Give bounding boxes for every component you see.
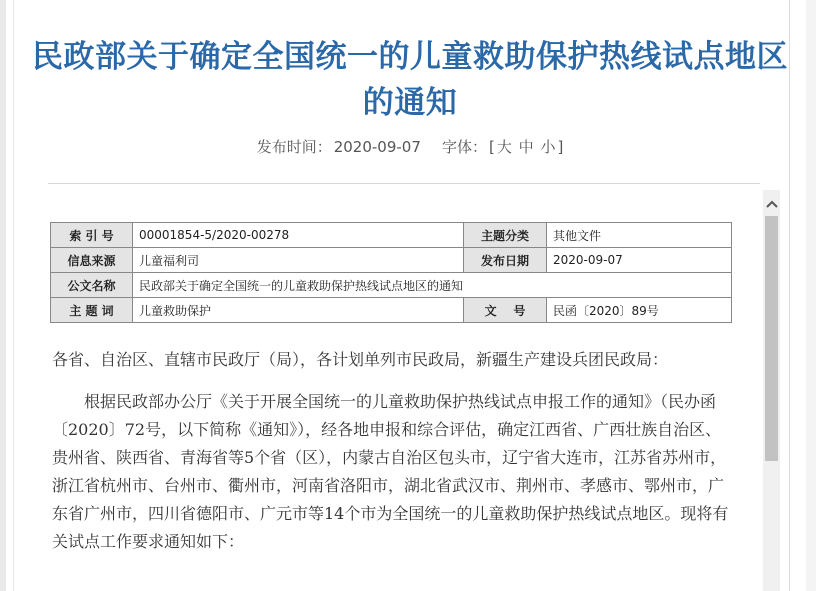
- category-label: 主题分类: [464, 223, 547, 248]
- font-bracket-close: ]: [557, 138, 564, 156]
- body-paragraph: 根据民政部办公厅《关于开展全国统一的儿童救助保护热线试点申报工作的通知》（民办函〔2020〕72号，以下简称《通知》），经各地申报和综合评估，确定江西省、广西壮族自治区、贵州省、陕西省、青海省等5个省（区），内蒙古自治区包头市，辽宁省大连市，江苏省苏州市，浙江省杭州市、台州市、衢州市，河南省洛阳市，湖北省武汉市、荆州市、孝感市、鄂州市，广东省广州市，四川省德阳市、广元市等14个市为全国统一的儿童救助保护热线试点地区。现将有关试点工作要求通知如下：: [52, 392, 729, 551]
- table-row: [51, 223, 732, 248]
- index-label: 索 引 号: [51, 223, 133, 248]
- left-margin-bar: [0, 0, 6, 591]
- table-row: [51, 298, 732, 323]
- keyword-value: 儿童救助保护: [133, 298, 464, 323]
- pubdate-label: 发布日期: [464, 248, 547, 273]
- source-label: 信息来源: [51, 248, 133, 273]
- font-medium-link[interactable]: 中: [518, 138, 534, 156]
- docname-value: 民政部关于确定全国统一的儿童救助保护热线试点地区的通知: [133, 273, 732, 298]
- scrollbar-thumb[interactable]: [765, 216, 778, 461]
- docno-label: 文 号: [464, 298, 547, 323]
- header-divider: [48, 183, 760, 184]
- salutation: 各省、自治区、直辖市民政厅（局），各计划单列市民政局，新疆生产建设兵团民政局：: [52, 350, 669, 369]
- font-small-link[interactable]: 小: [540, 138, 556, 156]
- docname-label: 公文名称: [51, 273, 133, 298]
- publish-meta: [20, 136, 800, 157]
- page-title: 民政部关于确定全国统一的儿童救助保护热线试点地区的通知: [32, 39, 788, 121]
- docno-value: 民函〔2020〕89号: [547, 298, 732, 323]
- vertical-scrollbar[interactable]: [763, 190, 780, 591]
- font-bracket-open: [: [488, 138, 495, 156]
- font-large-link[interactable]: 大: [496, 138, 512, 156]
- left-margin-line: [13, 0, 14, 591]
- date-label: 发布时间：: [256, 138, 332, 156]
- table-row: [51, 273, 732, 298]
- index-value: 00001854-5/2020-00278: [133, 223, 464, 248]
- font-size-label: 字体：: [441, 138, 487, 156]
- source-value: 儿童福利司: [133, 248, 464, 273]
- right-edge-bar: [806, 0, 816, 591]
- publish-date: 2020-09-07: [333, 138, 421, 156]
- table-row: [51, 248, 732, 273]
- document-body: [52, 346, 737, 556]
- category-value: 其他文件: [547, 223, 732, 248]
- document-info-table: [50, 222, 732, 323]
- chevron-up-icon[interactable]: [763, 192, 780, 216]
- pubdate-value: 2020-09-07: [547, 248, 732, 273]
- keyword-label: 主 题 词: [51, 298, 133, 323]
